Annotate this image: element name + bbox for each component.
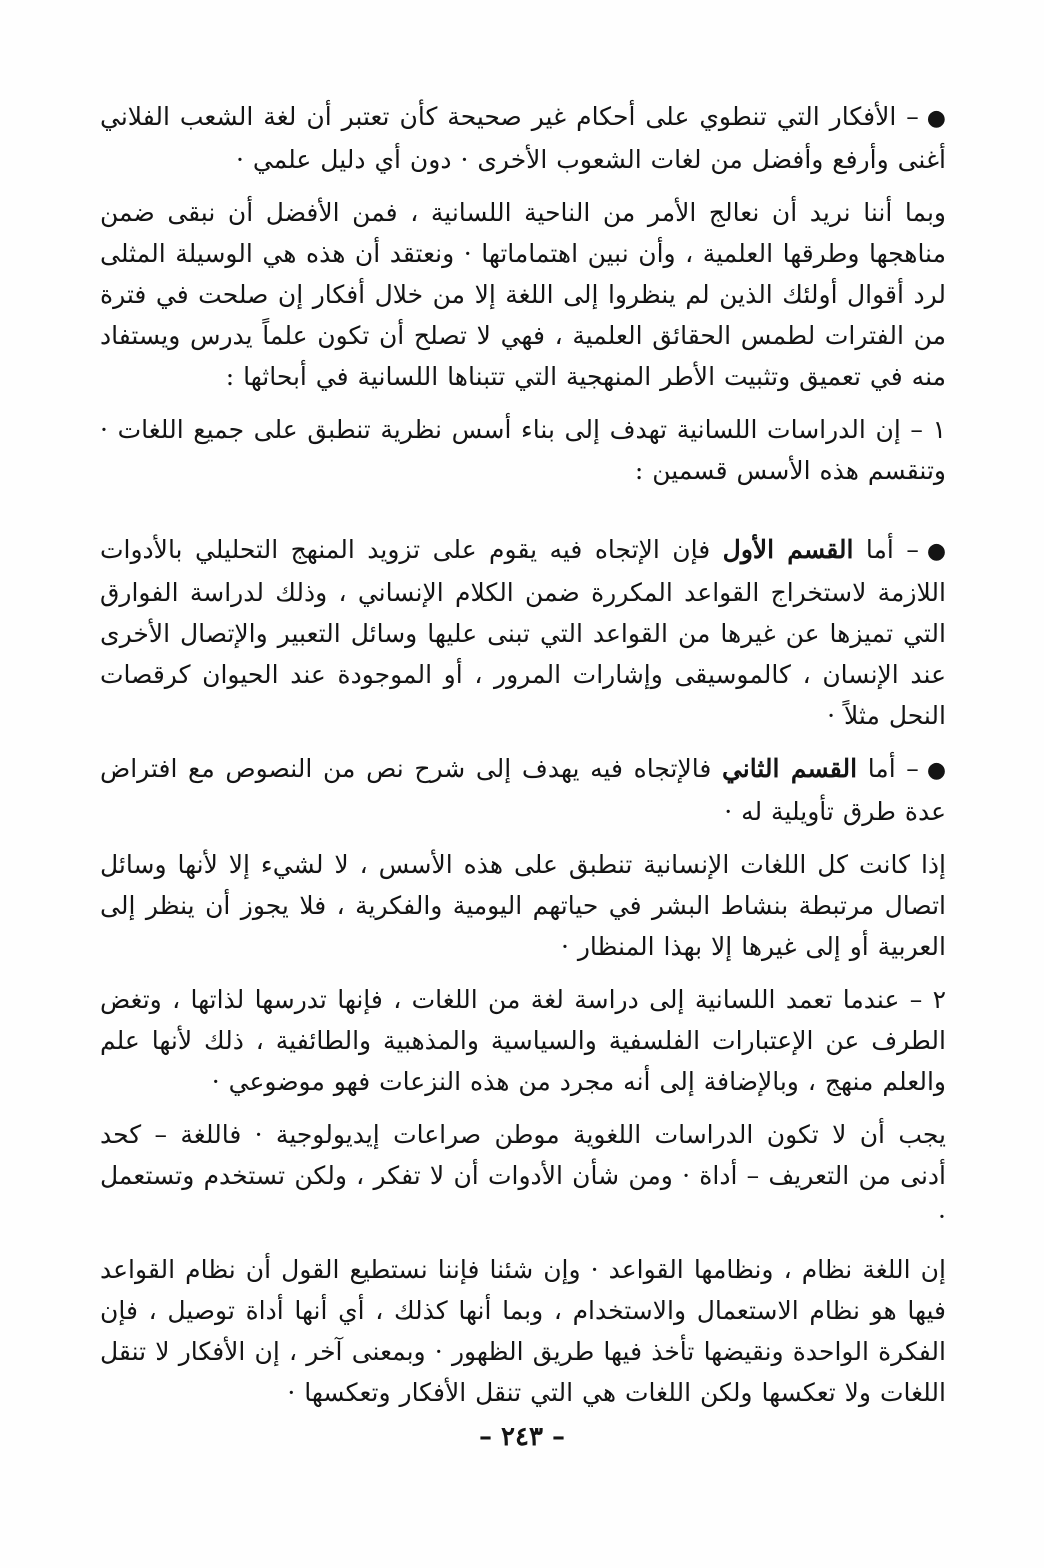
paragraph-text: فالإتجاه فيه يهدف إلى شرح نص من النصوص مع افتراض عدة طرق تأويلية له ·	[100, 754, 946, 826]
section-heading-first: القسم الأول	[722, 535, 854, 564]
paragraph-text: ٢ – عندما تعمد اللسانية إلى دراسة لغة من اللغات ، فإنها تدرسها لذاتها ، وتغض الطرف عن الإعتبارات الفلسفية والسياسية والمذهبية والطائفية ، ذلك لأنها علم والعلم منهج ، وبالإضافة إلى أنه مجرد من هذه النزعات فهو موضوعي ·	[100, 985, 946, 1096]
bullet-icon: ●	[926, 539, 947, 564]
paragraph-5	[100, 748, 946, 832]
paragraph-4	[100, 529, 946, 736]
bullet-icon: ●	[926, 758, 947, 783]
section-heading-second: القسم الثاني	[721, 754, 858, 783]
paragraph-2	[100, 192, 946, 397]
paragraph-text: إذا كانت كل اللغات الإنسانية تنطبق على هذه الأسس ، لا لشيء إلا لأنها وسائل اتصال مرتبطة بنشاط البشر في حياتهم اليومية والفكرية ، فلا يجوز أن ينظر إلى العربية أو إلى غيرها إلا بهذا المنظار ·	[100, 850, 946, 961]
paragraph-text: يجب أن لا تكون الدراسات اللغوية موطن صراعات إيديولوجية · فاللغة – كحد أدنى من التعريف – أداة · ومن شأن الأدوات أن لا تفكر ، ولكن تستخدم وتستعمل ·	[100, 1120, 946, 1231]
paragraph-text: ١ – إن الدراسات اللسانية تهدف إلى بناء أسس نظرية تنطبق على جميع اللغات · وتنقسم هذه الأسس قسمين :	[100, 415, 946, 485]
paragraph-text: إن اللغة نظام ، ونظامها القواعد · وإن شئنا فإننا نستطيع القول أن نظام القواعد فيها هو نظام الاستعمال والاستخدام ، وبما أنها كذلك ، أي أنها أداة توصيل ، فإن الفكرة الواحدة ونقيضها تأخذ فيها طريق الظهور · وبمعنى آخر ، إن الأفكار لا تنقل اللغات ولا تعكسها ولكن اللغات هي التي تنقل الأفكار وتعكسها ·	[100, 1255, 946, 1407]
paragraph-6	[100, 844, 946, 967]
paragraph-8	[100, 1114, 946, 1237]
paragraph-7	[100, 979, 946, 1102]
paragraph-9	[100, 1249, 946, 1413]
paragraph-text: فإن الإتجاه فيه يقوم على تزويد المنهج التحليلي بالأدوات اللازمة لاستخراج القواعد المكررة ضمن الكلام الإنساني ، وذلك لدراسة الفوارق التي تميزها عن غيرها من القواعد التي تبنى عليها وسائل التعبير والإتصال الأخرى عند الإنسان ، كالموسيقى وإشارات المرور ، أو الموجودة عند الحيوان كرقصات النحل مثلاً ·	[100, 535, 946, 730]
body-text	[100, 96, 946, 1425]
bullet-icon: ●	[926, 106, 946, 131]
paragraph-lead: – أما	[865, 535, 919, 564]
paragraph-lead: – أما	[867, 754, 919, 783]
paragraph-3	[100, 409, 946, 491]
paragraph-text: – الأفكار التي تنطوي على أحكام غير صحيحة كأن تعتبر أن لغة الشعب الفلاني أغنى وأرفع وأفضل من لغات الشعوب الأخرى · دون أي دليل علمي ·	[100, 102, 946, 174]
paragraph-text: وبما أننا نريد أن نعالج الأمر من الناحية اللسانية ، فمن الأفضل أن نبقى ضمن مناهجها وطرقها العلمية ، وأن نبين اهتماماتها · ونعتقد أن هذه هي الوسيلة المثلى لرد أقوال أولئك الذين لم ينظروا إلى اللغة إلا من خلال أفكار إن صلحت في فترة من الفترات لطمس الحقائق العلمية ، فهي لا تصلح أن تكون علماً يدرس ويستفاد منه في تعميق وتثبيت الأطر المنهجية التي تتبناها اللسانية في أبحاثها :	[100, 198, 946, 391]
paragraph-1	[100, 96, 946, 180]
page-number: – ٢٤٣ –	[478, 1422, 566, 1452]
